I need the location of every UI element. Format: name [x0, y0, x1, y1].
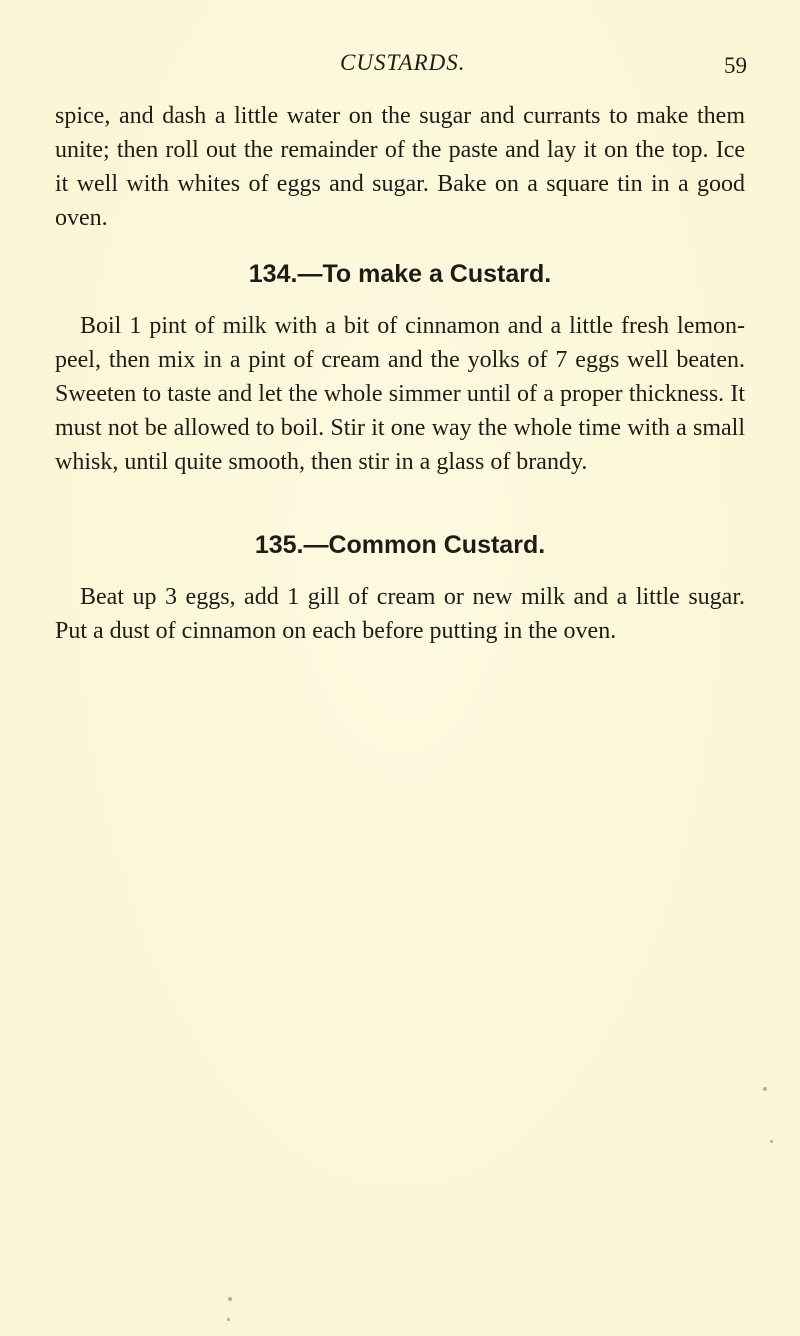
intro-paragraph: spice, and dash a little water on the sugar and currants to make them unite; then roll out the remainder of the paste and lay it on the top. Ice it well with whites of eggs and sugar. Bake on a square tin in a good oven.: [55, 103, 745, 231]
running-head: [0, 50, 800, 84]
recipe-134-body: Boil 1 pint of milk with a bit of cinnamon and a little fresh lemon-peel, then mix in a pint of cream and the yolks of 7 eggs well beaten. Sweeten to taste and let the whole simmer until of a proper thickness. It must not be allowed to boil. Stir it one way the whole time with a small whisk, until quite smooth, then stir in a glass of brandy.: [55, 313, 745, 475]
paper-speck: [227, 1318, 230, 1321]
paper-speck: [228, 1297, 232, 1301]
recipe-135-heading: 135.—Common Custard.: [254, 531, 546, 559]
page-number: 59: [724, 53, 747, 78]
paper-speck: [770, 1140, 773, 1143]
running-title: CUSTARDS.: [340, 50, 466, 75]
paper-speck: [763, 1087, 767, 1091]
recipe-135-body: Beat up 3 eggs, add 1 gill of cream or new milk and a little sugar. Put a dust of cinnamon on each before putting in the oven.: [55, 584, 745, 644]
recipe-134-heading: 134.—To make a Custard.: [248, 260, 552, 288]
